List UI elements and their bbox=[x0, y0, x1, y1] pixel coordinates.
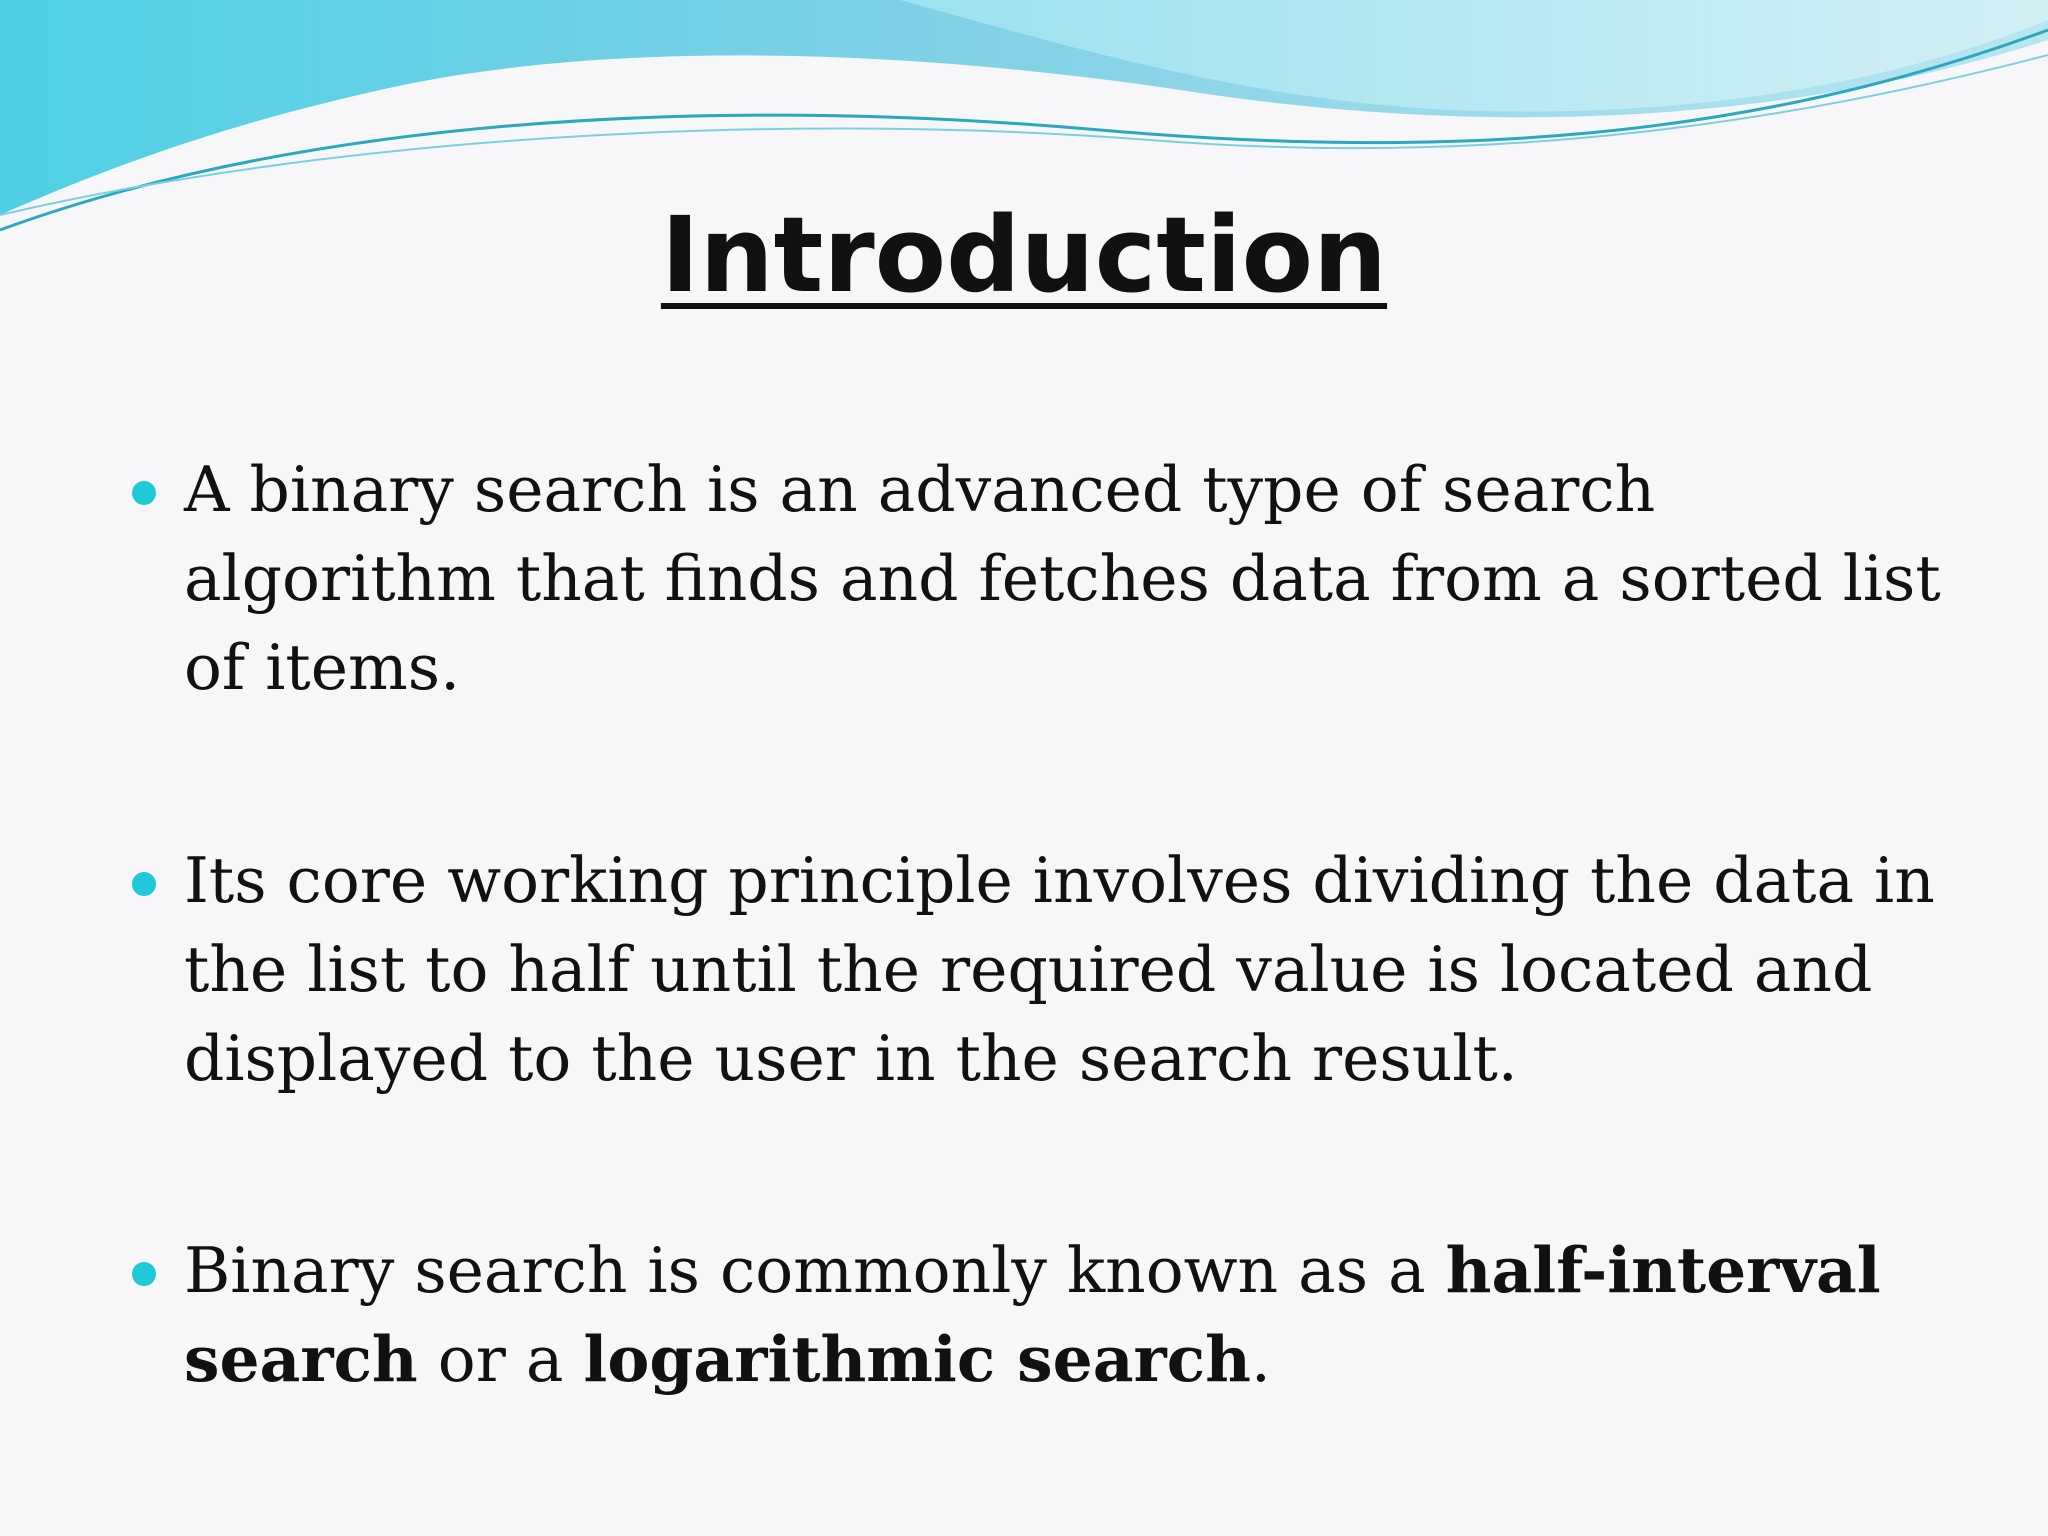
bullet-text-part: Binary search is commonly known as a bbox=[184, 1234, 1446, 1307]
bullet-text: A binary search is an advanced type of search algorithm that finds and fetches data from a sorted list of items. bbox=[184, 453, 1941, 704]
bullet-text: Its core working principle involves dividing the data in the list to half until the required value is located and displayed to the user in the search result. bbox=[184, 844, 1935, 1095]
bullet-dot-icon bbox=[132, 1262, 156, 1286]
bullet-text-part: . bbox=[1250, 1323, 1271, 1396]
slide-title bbox=[0, 190, 2048, 320]
bullet-item-alias bbox=[184, 1226, 1944, 1404]
bold-term-half-interval: half-interval search bbox=[184, 1233, 1881, 1396]
slide-title-text: Introduction bbox=[660, 194, 1388, 316]
bullet-item-principle bbox=[184, 836, 1944, 1103]
bullet-dot-icon bbox=[132, 872, 156, 896]
bold-term-logarithmic: logarithmic search bbox=[583, 1322, 1251, 1396]
bullet-item-definition bbox=[184, 445, 1944, 712]
bullet-text-part: or a bbox=[417, 1323, 584, 1396]
bullet-dot-icon bbox=[132, 481, 156, 505]
